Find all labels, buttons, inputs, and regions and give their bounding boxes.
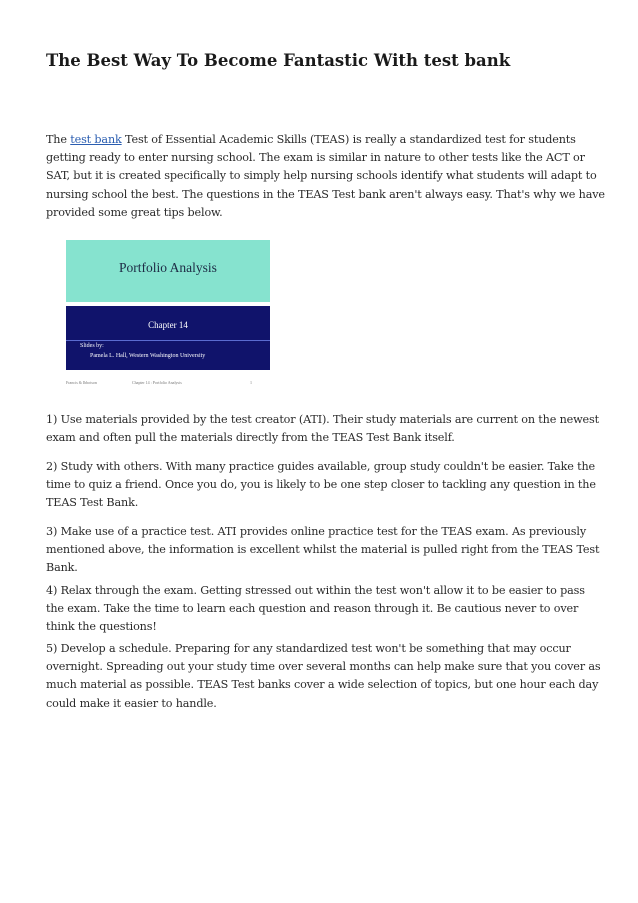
- slide-info-band: [66, 306, 270, 370]
- slide-by-label: Slides by:: [80, 343, 104, 349]
- slide-footer-left: Francis & Ibbotson: [66, 380, 97, 385]
- slide-chapter: Chapter 14: [148, 320, 188, 330]
- slide-divider: [66, 340, 270, 341]
- tip-paragraph-2: 2) Study with others. With many practice guides available, group study couldn't be easier. Take the time to quiz a friend. Once you do, you is likely to be one step closer to tackling any question in the TEAS Test Bank.: [46, 460, 596, 510]
- tip-paragraph-3: 3) Make use of a practice test. ATI provides online practice test for the TEAS exam. As previously mentioned above, the information is excellent whilst the material is pulled right from the TEAS Test Bank.: [46, 525, 600, 575]
- intro-paragraph: [46, 131, 606, 222]
- tip-paragraph-5: 5) Develop a schedule. Preparing for any standardized test won't be something that may occur overnight. Spreading out your study time over several months can help make sure that you cover as much material as possible. TEAS Test banks cover a wide selection of topics, but one hour each day could make it easier to handle.: [46, 642, 601, 710]
- slide-image: [60, 240, 274, 392]
- slide-page-number: 1: [250, 380, 252, 385]
- tip-paragraph-4: 4) Relax through the exam. Getting stressed out within the test won't allow it to be easier to pass the exam. Take the time to learn each question and reason through it. Be cautious never to over think the questions!: [46, 584, 585, 634]
- intro-text: Test of Essential Academic Skills (TEAS) is really a standardized test for students getting ready to enter nursing school. The exam is similar in nature to other tests like the ACT or SAT, but it is created specifically to simply help nursing schools identify what students will adapt to nursing school the best. The questions in the TEAS Test bank aren't always easy. That's why we have provided some great tips below.: [46, 133, 605, 219]
- slide-author: Pamela L. Hall, Western Washington University: [90, 353, 206, 359]
- slide-title: Portfolio Analysis: [119, 260, 217, 275]
- slide-title-band: [66, 240, 270, 302]
- intro-lead: The: [46, 133, 67, 146]
- slide-footer-center: Chapter 14 : Portfolio Analysis: [132, 380, 182, 385]
- page-title: The Best Way To Become Fantastic With test bank: [46, 51, 511, 70]
- tip-paragraph-1: 1) Use materials provided by the test creator (ATI). Their study materials are current on the newest exam and often pull the materials directly from the TEAS Test Bank itself.: [46, 413, 599, 445]
- test-bank-link[interactable]: test bank: [70, 133, 122, 146]
